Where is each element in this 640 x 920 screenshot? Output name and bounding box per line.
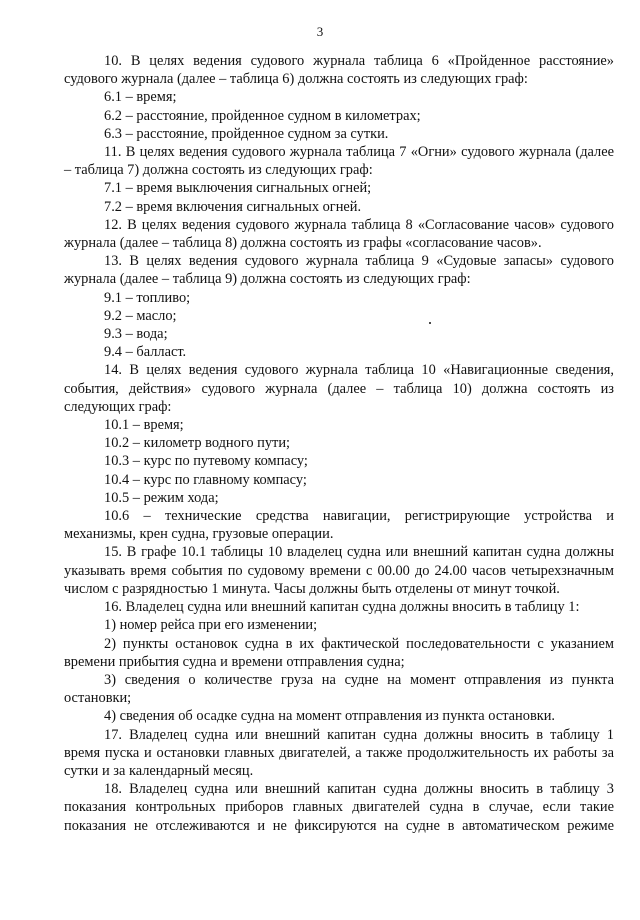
paragraph-11: 11. В целях ведения судового журнала таблица 7 «Огни» судового журнала (далее – таблица 7) должна состоять из следующих граф: [64, 144, 614, 179]
list-item-10-5: 10.5 – режим хода; [104, 489, 219, 506]
page-number: 3 [316, 24, 324, 39]
scan-speck [429, 322, 431, 324]
paragraph-12: 12. В целях ведения судового журнала таблица 8 «Согласование часов» судового журнала (далее – таблица 8) должна состоять из графы «согласование часов». [64, 216, 614, 252]
list-item-10-3: 10.3 – курс по путевому компасу; [104, 453, 308, 470]
list-item-10-2: 10.2 – километр водного пути; [104, 435, 291, 452]
list-item-6-3: 6.3 – расстояние, пройденное судном за сутки. [104, 125, 389, 142]
list-item-16-1: 1) номер рейса при его изменении; [104, 617, 318, 634]
list-item-16-4: 4) сведения об осадке судна на момент отправления из пункта остановки. [104, 708, 556, 725]
list-item-9-3: 9.3 – вода; [104, 326, 168, 343]
list-item-9-2: 9.2 – масло; [104, 307, 177, 324]
list-item-16-2: 2) пункты остановок судна в их фактической последовательности с указанием времени прибытия судна и времени отправления судна; [64, 635, 614, 670]
paragraph-14: 14. В целях ведения судового журнала таблица 10 «Навигационные сведения, события, действия» судового журнала (далее – таблица 10) должна состоять из следующих граф: [64, 362, 614, 415]
document-body [64, 52, 614, 835]
paragraph-13: 13. В целях ведения судового журнала таблица 9 «Судовые запасы» судового журнала (далее – таблица 9) должна состоять из следующих граф: [64, 253, 614, 288]
list-item-16-3: 3) сведения о количестве груза на судне на момент отправления из пункта остановки; [64, 671, 614, 707]
paragraph-10: 10. В целях ведения судового журнала таблица 6 «Пройденное расстояние» судового журнала (далее – таблица 6) должна состоять из следующих граф: [64, 53, 614, 88]
paragraph-16: 16. Владелец судна или внешний капитан судна должны вносить в таблицу 1: [104, 599, 580, 616]
list-item-6-1: 6.1 – время; [104, 89, 177, 106]
list-item-9-1: 9.1 – топливо; [104, 289, 191, 306]
paragraph-17: 17. Владелец судна или внешний капитан судна должны вносить в таблицу 1 время пуска и остановки главных двигателей, а также продолжительность их работы за сутки и за календарный месяц. [64, 726, 614, 779]
list-item-10-4: 10.4 – курс по главному компасу; [104, 471, 307, 488]
list-item-6-2: 6.2 – расстояние, пройденное судном в километрах; [104, 107, 421, 124]
list-item-9-4: 9.4 – балласт. [104, 344, 187, 361]
list-item-7-1: 7.1 – время выключения сигнальных огней; [104, 180, 372, 197]
list-item-10-6: 10.6 – технические средства навигации, регистрирующие устройства и механизмы, крен судна, грузовые операции. [64, 508, 614, 543]
paragraph-18: 18. Владелец судна или внешний капитан судна должны вносить в таблицу 3 показания контрольных приборов главных двигателей судна в случае, если такие показания не отслеживаются и не фиксируются на судне в автоматическом режиме [64, 781, 614, 834]
paragraph-15: 15. В графе 10.1 таблицы 10 владелец судна или внешний капитан судна должны указывать время события по судовому времени с 00.00 до 24.00 часов четырехзначным числом с разрядностью 1 минута. Часы должны быть отделены от минут точкой. [64, 544, 614, 597]
list-item-7-2: 7.2 – время включения сигнальных огней. [104, 198, 362, 215]
list-item-10-1: 10.1 – время; [104, 417, 184, 434]
